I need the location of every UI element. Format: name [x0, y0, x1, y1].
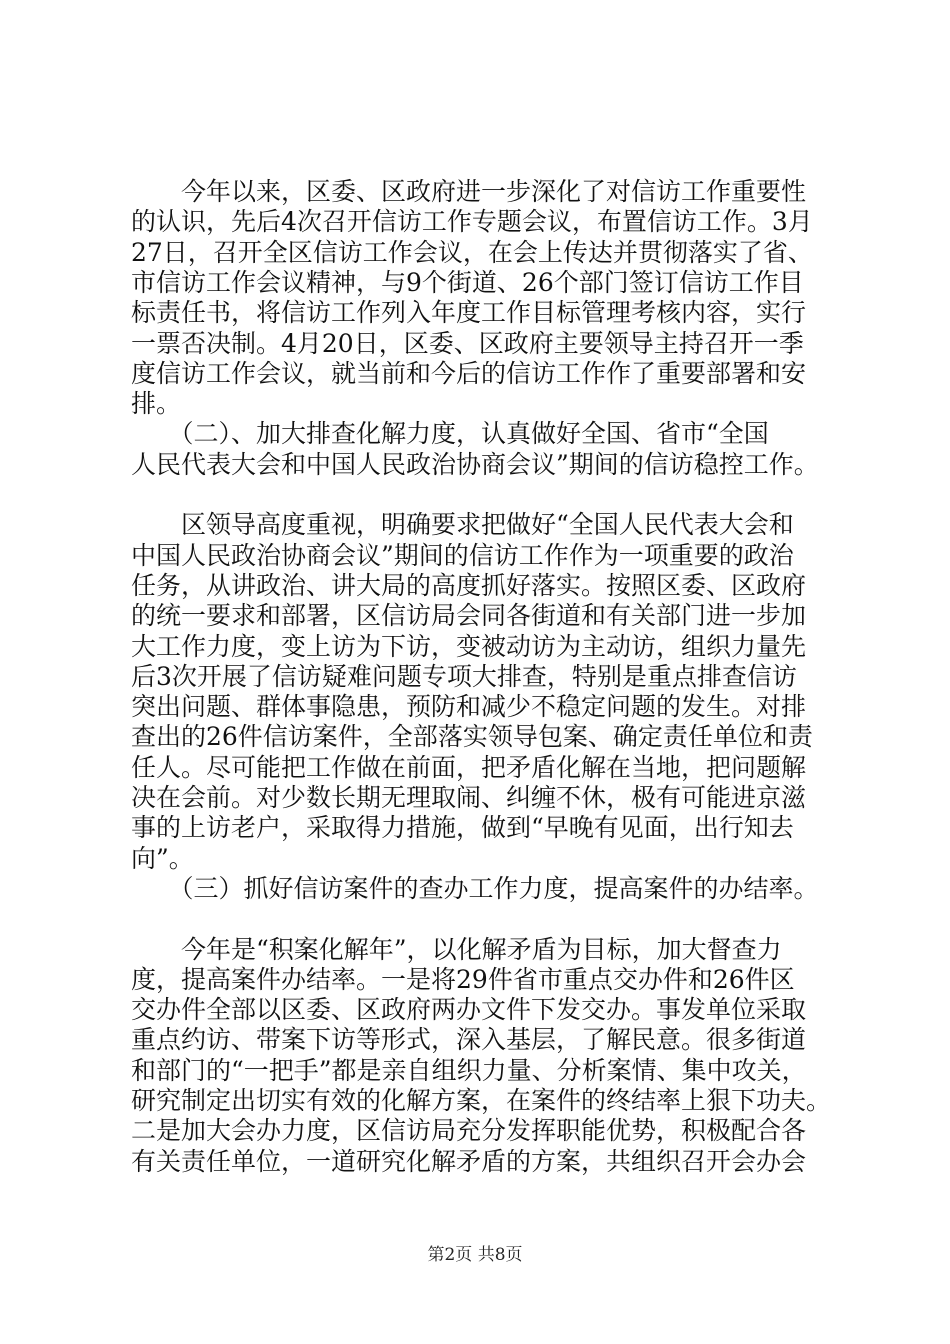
body-text-line: 重点约访、带案下访等形式，深入基层，了解民意。很多街道	[131, 1025, 807, 1054]
body-text-line: 和部门的“一把手”都是亲自组织力量、分析案情、集中攻关，	[131, 1056, 807, 1085]
body-text-line: 区领导高度重视，明确要求把做好“全国人民代表大会和	[131, 510, 794, 539]
body-text-line: 突出问题、群体事隐患，预防和减少不稳定问题的发生。对排	[131, 692, 807, 721]
body-text-line: 二是加大会办力度，区信访局充分发挥职能优势，积极配合各	[131, 1116, 807, 1145]
blank-line	[131, 902, 831, 936]
body-text-line: 排。	[131, 389, 182, 418]
body-text-line: 有关责任单位，一道研究化解矛盾的方案，共组织召开会办会	[131, 1147, 807, 1176]
body-text-line: 27日，召开全区信访工作会议，在会上传达并贯彻落实了省、	[131, 238, 813, 267]
body-text-line: 今年是“积案化解年”，以化解矛盾为目标，加大督查力	[131, 935, 782, 964]
body-text-line: 决在会前。对少数长期无理取闹、纠缠不休，极有可能进京滋	[131, 783, 807, 812]
body-text-line: 市信访工作会议精神，与9个街道、26个部门签订信访工作目	[131, 268, 804, 297]
blank-line	[131, 478, 831, 512]
body-text-line: 大工作力度，变上访为下访，变被动访为主动访，组织力量先	[131, 632, 807, 661]
body-text-line: 标责任书，将信访工作列入年度工作目标管理考核内容，实行	[131, 298, 807, 327]
body-text-line: 研究制定出切实有效的化解方案，在案件的终结率上狠下功夫。	[131, 1086, 831, 1115]
body-text-line: 今年以来，区委、区政府进一步深化了对信访工作重要性	[131, 177, 807, 206]
body-text-line: 一票否决制。4月20日，区委、区政府主要领导主持召开一季	[131, 329, 804, 358]
section-heading-line: 人民代表大会和中国人民政治协商会议”期间的信访稳控工作。	[131, 450, 819, 479]
body-text-line: 的统一要求和部署，区信访局会同各街道和有关部门进一步加	[131, 601, 807, 630]
body-text-line: 中国人民政治协商会议”期间的信访工作作为一项重要的政治	[131, 541, 794, 570]
section-heading-line: （二）、加大排查化解力度，认真做好全国、省市“全国	[131, 419, 769, 448]
body-text-line: 度信访工作会议，就当前和今后的信访工作作了重要部署和安	[131, 359, 807, 388]
body-text-line: 交办件全部以区委、区政府两办文件下发交办。事发单位采取	[131, 995, 807, 1024]
body-text-line: 查出的26件信访案件，全部落实领导包案、确定责任单位和责	[131, 722, 813, 751]
body-text-line: 的认识，先后4次召开信访工作专题会议，布置信访工作。3月	[131, 207, 813, 236]
body-text-line: 事的上访老户，采取得力措施，做到“早晚有见面，出行知去	[131, 813, 794, 842]
section-heading-line: （三）抓好信访案件的查办工作力度，提高案件的办结率。	[131, 874, 819, 903]
body-text-line: 任人。尽可能把工作做在前面，把矛盾化解在当地，把问题解	[131, 753, 807, 782]
page-number-footer: 第2页 共8页	[427, 1245, 523, 1265]
body-text-line: 向”。	[131, 844, 194, 873]
body-text-line: 任务，从讲政治、讲大局的高度抓好落实。按照区委、区政府	[131, 571, 807, 600]
body-text-line: 后3次开展了信访疑难问题专项大排查，特别是重点排查信访	[131, 662, 797, 691]
body-text-line: 度，提高案件办结率。一是将29件省市重点交办件和26件区	[131, 965, 795, 994]
